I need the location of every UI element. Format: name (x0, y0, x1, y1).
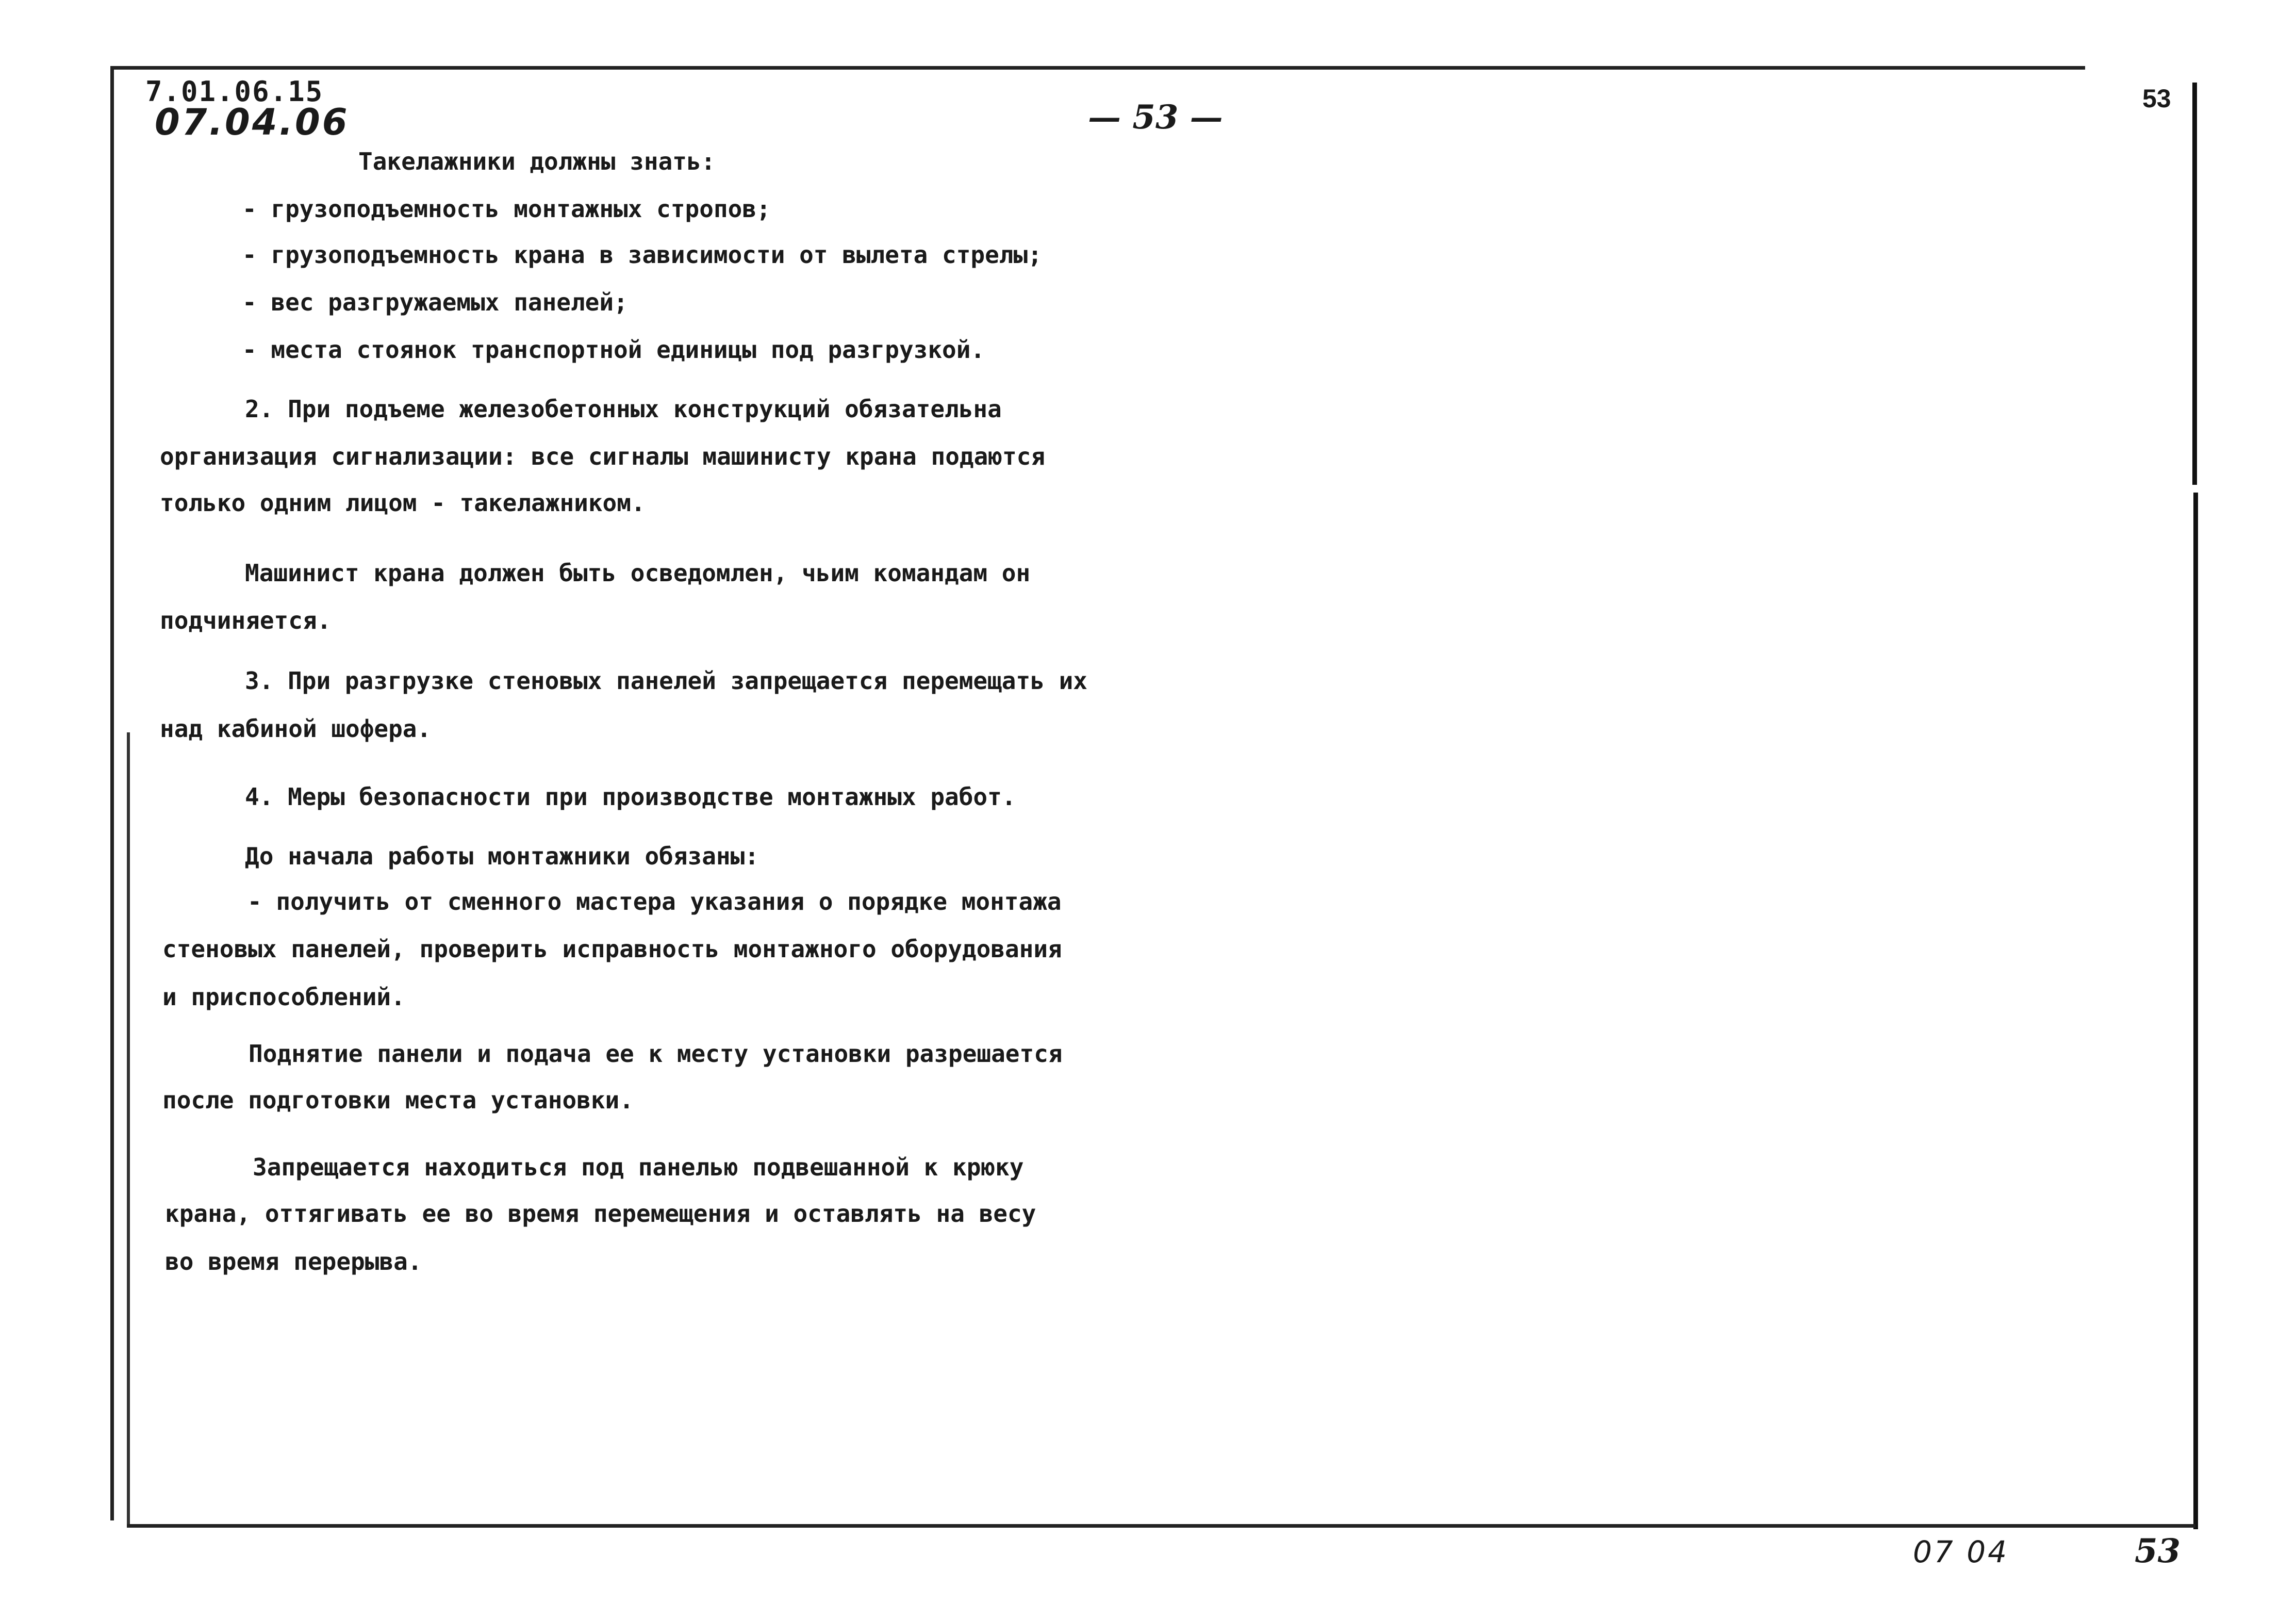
body-line: крана, оттягивать ее во время перемещения и оставлять на весу (165, 1200, 1036, 1228)
frame-left-border (110, 66, 114, 1520)
frame-right-border-upper (2192, 83, 2197, 485)
body-line: над кабиной шофера. (160, 715, 432, 743)
body-line: только одним лицом - такелажником. (160, 489, 646, 517)
body-line-paragraph-start: 3. При разгрузке стеновых панелей запрещается перемещать их (245, 667, 1087, 695)
handwritten-date: 07.04.06 (155, 101, 350, 143)
body-line-paragraph-start: До начала работы монтажники обязаны: (245, 842, 759, 870)
body-line-list-item: - получить от сменного мастера указания о порядке монтажа (247, 888, 1062, 915)
body-line-list-item: - грузоподъемность крана в зависимости от вылета стрелы; (242, 241, 1042, 269)
body-line-paragraph-start: 4. Меры безопасности при производстве монтажных работ. (245, 783, 1016, 811)
body-line: после подготовки места установки. (162, 1086, 634, 1114)
body-line-paragraph-start: Запрещается находиться под панелью подвешанной к крюку (253, 1153, 1024, 1181)
body-line-paragraph-start: Поднятие панели и подача ее к месту установки разрешается (249, 1040, 1063, 1068)
body-line-paragraph-start: 2. При подъеме железобетонных конструкций обязательна (245, 395, 1002, 423)
body-line-list-item: - грузоподъемность монтажных стропов; (242, 195, 771, 223)
body-line-list-item: - вес разгружаемых панелей; (242, 288, 628, 316)
page-number-corner: 53 (2142, 84, 2171, 113)
document-code: 7.01.06.15 (145, 75, 324, 108)
body-line-heading: Такелажники должны знать: (358, 148, 716, 175)
frame-bottom-border (127, 1524, 2195, 1528)
handwritten-page-number: — 53 — (1088, 98, 1223, 137)
body-line: стеновых панелей, проверить исправность монтажного оборудования (162, 935, 1062, 963)
body-line: и приспособлений. (162, 983, 405, 1011)
body-line-list-item: - места стоянок транспортной единицы под разгрузкой. (242, 336, 985, 364)
frame-top-border (110, 66, 2085, 70)
footer-handwritten-date: 07 04 (1913, 1534, 2009, 1569)
body-line-paragraph-start: Машинист крана должен быть осведомлен, чьим командам он (245, 559, 1031, 587)
footer-handwritten-page-number: 53 (2135, 1532, 2181, 1570)
frame-right-border-lower (2193, 493, 2198, 1529)
body-line: подчиняется. (160, 607, 332, 634)
body-line: организация сигнализации: все сигналы машинисту крана подаются (160, 443, 1046, 470)
frame-left-inner-border (127, 732, 130, 1527)
body-line: во время перерыва. (165, 1248, 422, 1275)
